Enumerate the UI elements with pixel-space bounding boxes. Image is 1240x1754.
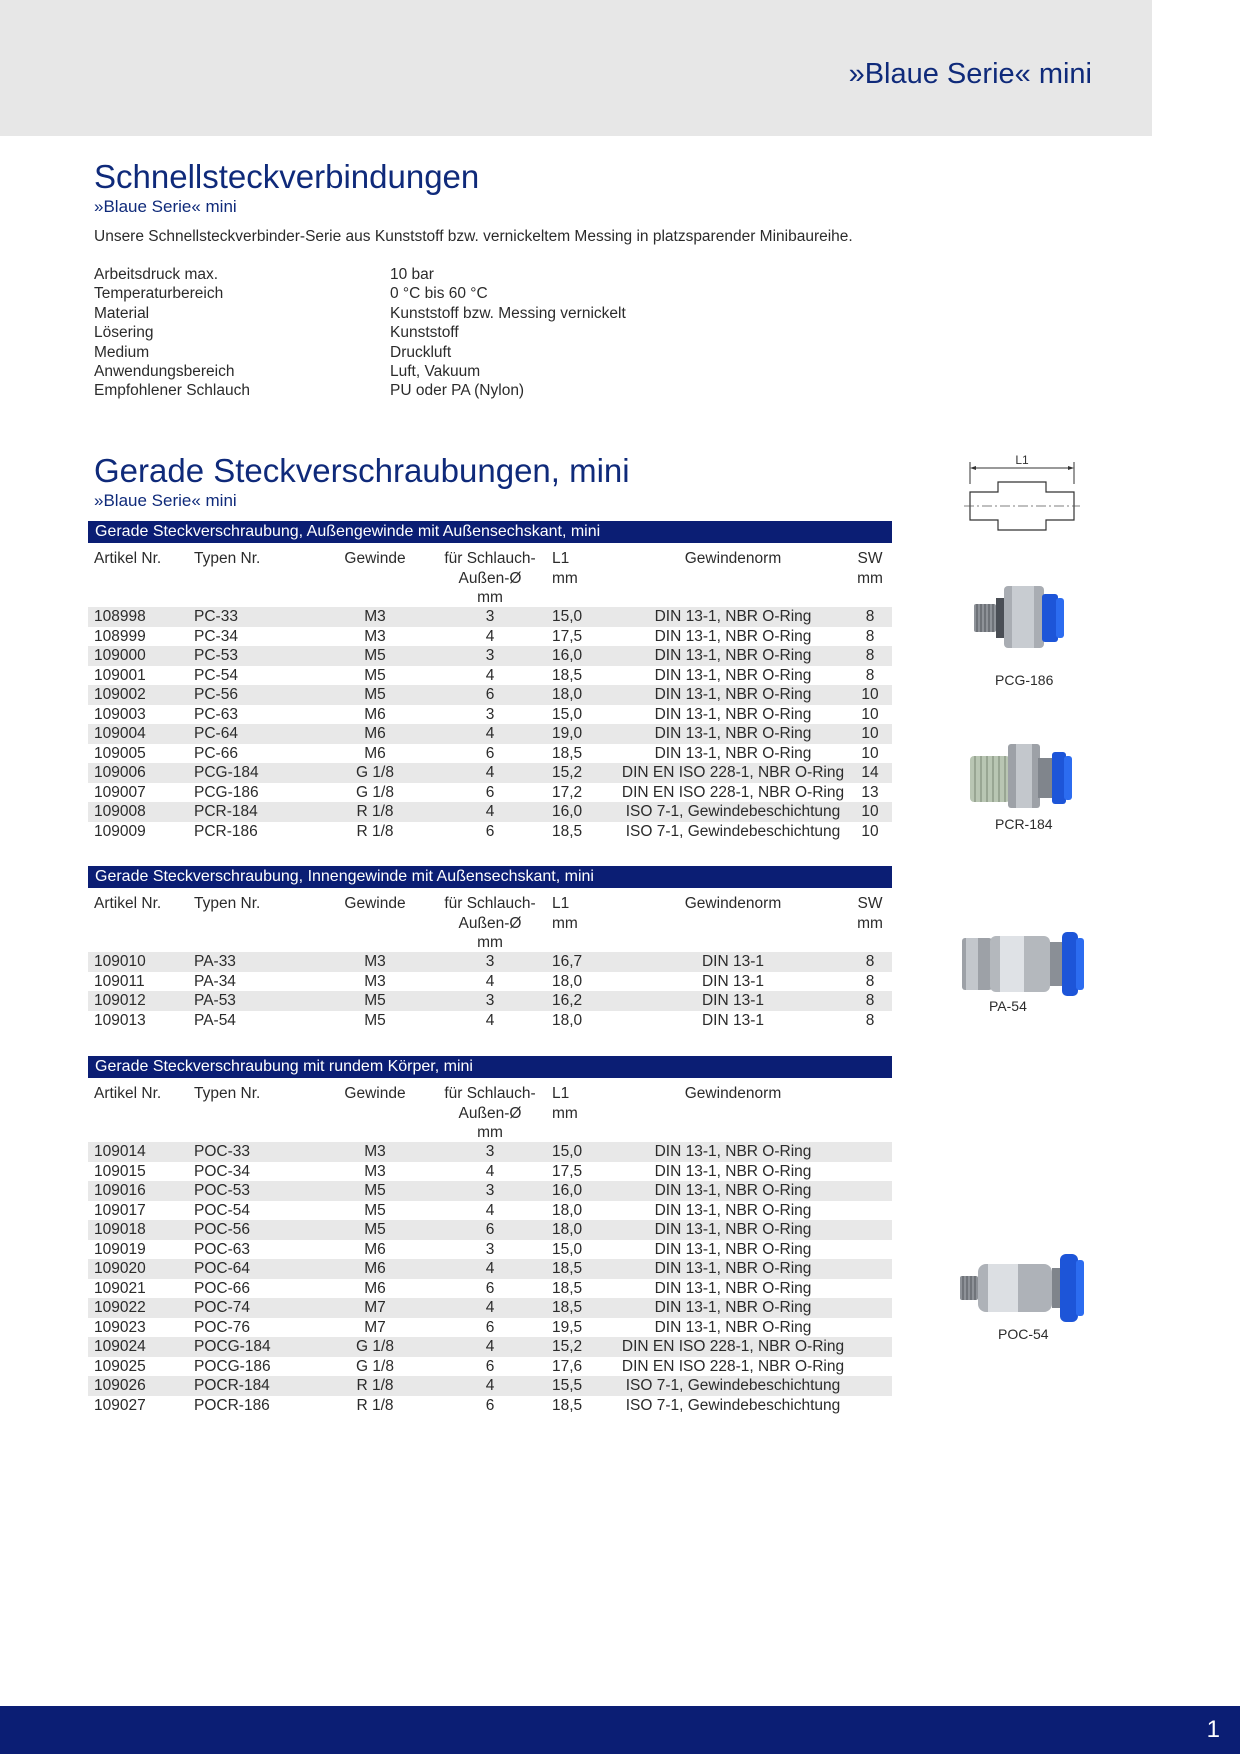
cell-gewinde: M7 — [364, 1318, 386, 1336]
cell-gewinde: M3 — [364, 608, 386, 625]
table-row — [88, 607, 892, 627]
cell-gewinde: G 1/8 — [356, 1357, 394, 1375]
cell-gewindenorm: DIN 13-1, NBR O-Ring — [654, 686, 812, 703]
col-header-artikel: Artikel Nr. — [94, 1085, 162, 1102]
col-header-gewindenorm: Gewindenorm — [684, 1085, 782, 1102]
table-row — [88, 802, 892, 822]
cell-l1: 15,0 — [552, 1240, 583, 1258]
cell-gewindenorm: DIN EN ISO 228-1, NBR O-Ring — [621, 764, 845, 781]
table-row — [88, 744, 892, 764]
cell-gewinde: R 1/8 — [356, 1396, 394, 1414]
table-row — [88, 1357, 892, 1377]
cell-sw: 10 — [861, 725, 879, 742]
cell-artikel-nr: 109011 — [94, 972, 145, 990]
cell-artikel-nr: 109014 — [94, 1143, 146, 1160]
cell-sw: 10 — [861, 822, 879, 840]
cell-gewindenorm: DIN 13-1, NBR O-Ring — [654, 1221, 812, 1238]
page-number: 1 — [1206, 1716, 1220, 1743]
cell-artikel-nr: 109023 — [94, 1318, 146, 1336]
cell-sw: 14 — [861, 764, 879, 781]
spec-value: 0 °C bis 60 °C — [390, 285, 488, 303]
col-header-artikel: Artikel Nr. — [94, 895, 162, 912]
table-row — [88, 1220, 892, 1240]
cell-sw: 8 — [865, 992, 875, 1009]
cell-gewindenorm: DIN 13-1 — [701, 972, 765, 990]
cell-artikel-nr: 109001 — [94, 666, 146, 684]
col-header-schlauch: für Schlauch- Außen-Ø mm — [444, 1085, 536, 1141]
cell-artikel-nr: 109024 — [94, 1338, 146, 1355]
cell-gewinde: M6 — [364, 725, 386, 742]
table-row — [88, 666, 892, 686]
cell-typen-nr: POCR-184 — [194, 1377, 270, 1394]
footer-band — [0, 1706, 1240, 1754]
cell-gewindenorm: DIN EN ISO 228-1, NBR O-Ring — [621, 783, 845, 801]
col-header-sw: SW mm — [857, 895, 883, 932]
cell-artikel-nr: 109025 — [94, 1357, 146, 1375]
cell-l1: 18,0 — [552, 1221, 583, 1238]
cell-typen-nr: PC-34 — [194, 627, 238, 645]
cell-artikel-nr: 109003 — [94, 705, 146, 723]
cell-schlauch-durchmesser: 6 — [485, 822, 495, 840]
cell-sw: 8 — [865, 666, 875, 684]
cell-schlauch-durchmesser: 4 — [485, 1377, 495, 1394]
cell-schlauch-durchmesser: 4 — [485, 1299, 495, 1316]
cell-schlauch-durchmesser: 3 — [485, 1182, 495, 1199]
table-body — [88, 952, 892, 1030]
cell-gewinde: M3 — [364, 627, 386, 645]
cell-schlauch-durchmesser: 4 — [485, 1162, 495, 1180]
cell-gewindenorm: DIN 13-1 — [701, 953, 765, 970]
cell-schlauch-durchmesser: 6 — [485, 783, 495, 801]
col-header-gewinde: Gewinde — [344, 550, 406, 567]
cell-gewindenorm: DIN EN ISO 228-1, NBR O-Ring — [621, 1338, 845, 1355]
cell-typen-nr: PC-66 — [194, 744, 238, 762]
cell-schlauch-durchmesser: 6 — [485, 1221, 495, 1238]
cell-sw: 8 — [865, 953, 875, 970]
cell-gewinde: M3 — [364, 972, 386, 990]
cell-sw: 8 — [865, 647, 875, 664]
cell-schlauch-durchmesser: 4 — [485, 666, 495, 684]
header-band — [0, 0, 1152, 136]
cell-typen-nr: POC-64 — [194, 1260, 250, 1277]
table-row — [88, 705, 892, 725]
table-row — [88, 724, 892, 744]
cell-gewindenorm: DIN 13-1, NBR O-Ring — [654, 744, 812, 762]
cell-l1: 15,0 — [552, 1143, 583, 1160]
col-header-l1: L1 mm — [552, 895, 578, 932]
product-caption: POC-54 — [998, 1326, 1049, 1342]
table-row — [88, 991, 892, 1011]
cell-gewinde: M6 — [364, 1279, 386, 1297]
main-section-title: Gerade Steckverschraubungen, mini — [94, 452, 630, 489]
cell-gewindenorm: DIN 13-1, NBR O-Ring — [654, 1299, 812, 1316]
table-body — [88, 607, 892, 841]
table-row — [88, 1318, 892, 1338]
cell-l1: 16,2 — [552, 992, 583, 1009]
spec-label: Temperaturbereich — [94, 285, 224, 303]
cell-gewinde: M3 — [364, 1162, 386, 1180]
cell-artikel-nr: 109004 — [94, 725, 146, 742]
cell-artikel-nr: 109021 — [94, 1279, 146, 1297]
table-title: Gerade Steckverschraubung mit rundem Körper, mini — [88, 1056, 892, 1078]
cell-sw: 10 — [861, 744, 879, 762]
cell-typen-nr: PCG-186 — [194, 783, 259, 801]
cell-artikel-nr: 109019 — [94, 1240, 146, 1258]
cell-gewinde: R 1/8 — [356, 803, 394, 820]
table-row — [88, 952, 892, 972]
cell-gewinde: M6 — [364, 705, 386, 723]
cell-l1: 16,0 — [552, 803, 583, 820]
cell-schlauch-durchmesser: 3 — [485, 1143, 495, 1160]
cell-gewindenorm: ISO 7-1, Gewindebeschichtung — [625, 822, 841, 840]
table-row — [88, 822, 892, 842]
spec-label: Arbeitsdruck max. — [94, 266, 219, 283]
cell-typen-nr: PC-54 — [194, 666, 238, 684]
cell-typen-nr: POC-33 — [194, 1143, 250, 1160]
fitting-pcr-184-image — [968, 738, 1080, 818]
dimension-label: L1 — [1015, 453, 1029, 467]
col-header-typen: Typen Nr. — [194, 550, 261, 567]
col-header-typen: Typen Nr. — [194, 895, 261, 912]
cell-l1: 18,0 — [552, 972, 583, 990]
product-caption: PCG-186 — [995, 672, 1054, 688]
cell-gewinde: M6 — [364, 1240, 386, 1258]
cell-l1: 15,2 — [552, 764, 583, 781]
cell-typen-nr: POC-54 — [194, 1201, 250, 1219]
cell-artikel-nr: 109013 — [94, 1011, 146, 1029]
spec-value: Druckluft — [390, 343, 452, 361]
cell-typen-nr: POC-76 — [194, 1318, 250, 1336]
cell-artikel-nr: 109000 — [94, 647, 146, 664]
cell-gewinde: R 1/8 — [356, 1377, 394, 1394]
cell-l1: 19,5 — [552, 1318, 583, 1336]
cell-gewindenorm: DIN 13-1, NBR O-Ring — [654, 1162, 812, 1180]
cell-schlauch-durchmesser: 4 — [485, 764, 495, 781]
spec-row — [94, 265, 626, 284]
cell-sw: 10 — [861, 686, 879, 703]
cell-typen-nr: PCG-184 — [194, 764, 259, 781]
table-row — [88, 1259, 892, 1279]
cell-gewinde: M5 — [364, 1221, 386, 1238]
cell-typen-nr: POCG-184 — [194, 1338, 271, 1355]
table-row — [88, 1142, 892, 1162]
cell-gewinde: M5 — [364, 647, 386, 664]
intro-title: Schnellsteckverbindungen — [94, 158, 480, 195]
cell-gewinde: M6 — [364, 744, 386, 762]
table-header — [88, 1078, 892, 1142]
cell-schlauch-durchmesser: 4 — [485, 1201, 495, 1219]
cell-gewinde: M5 — [364, 686, 386, 703]
col-header-gewinde: Gewinde — [344, 895, 406, 912]
cell-sw: 10 — [861, 705, 879, 723]
table-round-body — [88, 1056, 892, 1415]
cell-l1: 18,5 — [552, 1279, 583, 1297]
table-row — [88, 646, 892, 666]
cell-typen-nr: POC-63 — [194, 1240, 250, 1258]
cell-artikel-nr: 109016 — [94, 1182, 146, 1199]
spec-value: Luft, Vakuum — [390, 362, 481, 380]
cell-typen-nr: PCR-186 — [194, 822, 258, 840]
fitting-pcg-186-image — [968, 576, 1078, 656]
cell-gewindenorm: DIN 13-1, NBR O-Ring — [654, 1279, 812, 1297]
cell-l1: 17,5 — [552, 627, 583, 645]
cell-sw: 10 — [861, 803, 879, 820]
col-header-schlauch: für Schlauch- Außen-Ø mm — [444, 895, 536, 951]
spec-label: Lösering — [94, 324, 154, 342]
cell-gewindenorm: ISO 7-1, Gewindebeschichtung — [625, 1377, 841, 1394]
cell-gewindenorm: DIN 13-1, NBR O-Ring — [654, 1260, 812, 1277]
cell-l1: 19,0 — [552, 725, 583, 742]
cell-gewindenorm: DIN 13-1, NBR O-Ring — [654, 1143, 812, 1160]
cell-gewinde: M5 — [364, 1011, 386, 1029]
cell-schlauch-durchmesser: 3 — [485, 992, 495, 1009]
cell-artikel-nr: 109026 — [94, 1377, 146, 1394]
spec-value: Kunststoff bzw. Messing vernickelt — [390, 304, 626, 322]
cell-l1: 16,0 — [552, 647, 583, 664]
spec-value: Kunststoff — [390, 324, 459, 342]
cell-typen-nr: POCR-186 — [194, 1396, 270, 1414]
cell-schlauch-durchmesser: 3 — [485, 705, 495, 723]
cell-typen-nr: PC-56 — [194, 686, 238, 703]
cell-artikel-nr: 108998 — [94, 608, 146, 625]
cell-gewinde: M5 — [364, 992, 386, 1009]
col-header-gewindenorm: Gewindenorm — [684, 895, 782, 912]
cell-typen-nr: PC-33 — [194, 608, 238, 625]
table-row — [88, 685, 892, 705]
col-header-gewindenorm: Gewindenorm — [684, 550, 782, 567]
spec-label: Material — [94, 304, 150, 322]
table-row — [88, 1240, 892, 1260]
spec-row — [94, 343, 626, 362]
cell-gewindenorm: DIN 13-1, NBR O-Ring — [654, 666, 812, 684]
cell-gewinde: R 1/8 — [356, 822, 394, 840]
cell-gewinde: G 1/8 — [356, 1338, 394, 1355]
cell-artikel-nr: 109002 — [94, 686, 146, 703]
cell-schlauch-durchmesser: 4 — [485, 972, 495, 990]
table-row — [88, 972, 892, 992]
cell-schlauch-durchmesser: 4 — [485, 1260, 495, 1277]
cell-artikel-nr: 109005 — [94, 744, 146, 762]
cell-schlauch-durchmesser: 6 — [485, 1318, 495, 1336]
cell-schlauch-durchmesser: 6 — [485, 1279, 495, 1297]
cell-gewindenorm: DIN 13-1, NBR O-Ring — [654, 725, 812, 742]
cell-schlauch-durchmesser: 4 — [485, 725, 495, 742]
cell-typen-nr: POC-34 — [194, 1162, 250, 1180]
cell-l1: 16,0 — [552, 1182, 583, 1199]
cell-schlauch-durchmesser: 6 — [485, 686, 495, 703]
cell-sw: 8 — [865, 608, 875, 625]
cell-artikel-nr: 109010 — [94, 953, 146, 970]
cell-l1: 17,2 — [552, 783, 583, 801]
cell-l1: 15,2 — [552, 1338, 583, 1355]
cell-artikel-nr: 109012 — [94, 992, 146, 1009]
dimension-drawing — [960, 450, 1084, 550]
spec-row — [94, 362, 626, 381]
table-row — [88, 1201, 892, 1221]
col-header-typen: Typen Nr. — [194, 1085, 261, 1102]
cell-typen-nr: POC-53 — [194, 1182, 250, 1199]
cell-schlauch-durchmesser: 6 — [485, 744, 495, 762]
cell-gewindenorm: DIN 13-1, NBR O-Ring — [654, 1240, 812, 1258]
cell-l1: 18,5 — [552, 822, 583, 840]
table-row — [88, 763, 892, 783]
table-row — [88, 1337, 892, 1357]
spec-row — [94, 323, 626, 342]
cell-typen-nr: POC-74 — [194, 1299, 250, 1316]
spec-label: Medium — [94, 343, 150, 361]
cell-gewindenorm: DIN 13-1, NBR O-Ring — [654, 647, 812, 664]
cell-gewinde: M3 — [364, 953, 386, 970]
cell-artikel-nr: 109027 — [94, 1396, 146, 1414]
cell-gewinde: M5 — [364, 1182, 386, 1199]
cell-gewindenorm: DIN EN ISO 228-1, NBR O-Ring — [621, 1357, 845, 1375]
table-row — [88, 1181, 892, 1201]
table-title: Gerade Steckverschraubung, Außengewinde mit Außensechskant, mini — [88, 521, 892, 543]
cell-l1: 15,0 — [552, 608, 583, 625]
table-header — [88, 888, 892, 952]
table-internal-thread — [88, 866, 892, 1030]
cell-l1: 17,6 — [552, 1357, 583, 1375]
cell-artikel-nr: 108999 — [94, 627, 146, 645]
cell-typen-nr: PA-54 — [194, 1011, 236, 1029]
cell-gewindenorm: DIN 13-1, NBR O-Ring — [654, 1318, 812, 1336]
product-caption: PCR-184 — [995, 816, 1053, 832]
cell-typen-nr: PC-63 — [194, 705, 238, 723]
cell-gewindenorm: DIN 13-1, NBR O-Ring — [654, 705, 812, 723]
cell-typen-nr: PA-53 — [194, 992, 236, 1009]
cell-gewinde: M3 — [364, 1143, 386, 1160]
cell-typen-nr: POC-66 — [194, 1279, 250, 1297]
cell-typen-nr: POCG-186 — [194, 1357, 271, 1375]
cell-schlauch-durchmesser: 4 — [485, 627, 495, 645]
cell-gewindenorm: DIN 13-1, NBR O-Ring — [654, 627, 812, 645]
cell-l1: 16,7 — [552, 953, 583, 970]
cell-gewindenorm: DIN 13-1, NBR O-Ring — [654, 608, 812, 625]
cell-artikel-nr: 109007 — [94, 783, 146, 801]
col-header-artikel: Artikel Nr. — [94, 550, 162, 567]
cell-schlauch-durchmesser: 4 — [485, 803, 495, 820]
table-row — [88, 1298, 892, 1318]
table-external-thread — [88, 521, 892, 841]
cell-gewinde: G 1/8 — [356, 764, 394, 781]
cell-artikel-nr: 109008 — [94, 803, 146, 820]
cell-gewinde: M6 — [364, 1260, 386, 1277]
cell-schlauch-durchmesser: 3 — [485, 608, 495, 625]
cell-schlauch-durchmesser: 6 — [485, 1357, 495, 1375]
cell-sw: 8 — [865, 972, 875, 990]
cell-typen-nr: PCR-184 — [194, 803, 258, 820]
col-header-schlauch: für Schlauch- Außen-Ø mm — [444, 550, 536, 606]
table-header — [88, 543, 892, 607]
table-row — [88, 1376, 892, 1396]
cell-l1: 18,0 — [552, 1201, 583, 1219]
cell-gewinde: M5 — [364, 666, 386, 684]
cell-sw: 13 — [861, 783, 879, 801]
cell-typen-nr: POC-56 — [194, 1221, 250, 1238]
cell-schlauch-durchmesser: 4 — [485, 1338, 495, 1355]
spec-value: PU oder PA (Nylon) — [390, 382, 525, 400]
spec-row — [94, 381, 626, 400]
table-row — [88, 627, 892, 647]
cell-schlauch-durchmesser: 6 — [485, 1396, 495, 1414]
spec-label: Anwendungsbereich — [94, 362, 235, 380]
cell-l1: 15,0 — [552, 705, 583, 723]
cell-l1: 18,5 — [552, 1260, 583, 1277]
spec-list — [94, 265, 626, 401]
col-header-l1: L1 mm — [552, 1085, 578, 1122]
cell-l1: 18,0 — [552, 686, 583, 703]
cell-l1: 18,5 — [552, 666, 583, 684]
col-header-l1: L1 mm — [552, 550, 578, 587]
cell-artikel-nr: 109022 — [94, 1299, 146, 1316]
product-caption: PA-54 — [989, 998, 1027, 1014]
cell-typen-nr: PA-33 — [194, 953, 236, 970]
col-header-gewinde: Gewinde — [344, 1085, 406, 1102]
fitting-pa-54-image — [960, 928, 1090, 1000]
cell-schlauch-durchmesser: 3 — [485, 647, 495, 664]
cell-gewindenorm: DIN 13-1 — [701, 992, 765, 1009]
cell-artikel-nr: 109020 — [94, 1260, 146, 1277]
cell-gewinde: M7 — [364, 1299, 386, 1316]
intro-description: Unsere Schnellsteckverbinder-Serie aus Kunststoff bzw. vernickeltem Messing in platzsparender Minibaureihe. — [94, 228, 853, 245]
cell-typen-nr: PC-53 — [194, 647, 238, 664]
fitting-poc-54-image — [958, 1250, 1090, 1326]
table-row — [88, 1279, 892, 1299]
cell-sw: 8 — [865, 1011, 875, 1029]
cell-l1: 18,0 — [552, 1011, 583, 1029]
cell-typen-nr: PA-34 — [194, 972, 236, 990]
col-header-sw: SW mm — [857, 550, 883, 587]
cell-schlauch-durchmesser: 3 — [485, 1240, 495, 1258]
table-row — [88, 1011, 892, 1031]
main-section-subtitle: »Blaue Serie« mini — [94, 491, 237, 510]
cell-artikel-nr: 109006 — [94, 764, 146, 781]
cell-gewindenorm: DIN 13-1, NBR O-Ring — [654, 1201, 812, 1219]
cell-typen-nr: PC-64 — [194, 725, 238, 742]
cell-gewinde: M5 — [364, 1201, 386, 1219]
cell-gewindenorm: DIN 13-1, NBR O-Ring — [654, 1182, 812, 1199]
cell-l1: 18,5 — [552, 1299, 583, 1316]
table-row — [88, 783, 892, 803]
table-title: Gerade Steckverschraubung, Innengewinde mit Außensechskant, mini — [88, 866, 892, 888]
cell-schlauch-durchmesser: 4 — [485, 1011, 495, 1029]
intro-subtitle: »Blaue Serie« mini — [94, 197, 237, 216]
cell-artikel-nr: 109009 — [94, 822, 146, 840]
cell-gewinde: G 1/8 — [356, 783, 394, 801]
cell-sw: 8 — [865, 627, 875, 645]
cell-l1: 15,5 — [552, 1377, 583, 1394]
spec-row — [94, 304, 626, 323]
cell-l1: 18,5 — [552, 744, 583, 762]
table-row — [88, 1396, 892, 1416]
cell-schlauch-durchmesser: 3 — [485, 953, 495, 970]
cell-artikel-nr: 109018 — [94, 1221, 146, 1238]
header-series-title: »Blaue Serie« mini — [848, 58, 1092, 90]
cell-gewindenorm: DIN 13-1 — [701, 1011, 765, 1029]
spec-value: 10 bar — [390, 266, 434, 283]
cell-gewindenorm: ISO 7-1, Gewindebeschichtung — [625, 803, 841, 820]
cell-artikel-nr: 109015 — [94, 1162, 146, 1180]
spec-label: Empfohlener Schlauch — [94, 382, 250, 400]
table-body — [88, 1142, 892, 1415]
cell-artikel-nr: 109017 — [94, 1201, 146, 1219]
table-row — [88, 1162, 892, 1182]
cell-l1: 18,5 — [552, 1396, 583, 1414]
cell-gewindenorm: ISO 7-1, Gewindebeschichtung — [625, 1396, 841, 1414]
spec-row — [94, 284, 626, 303]
cell-l1: 17,5 — [552, 1162, 583, 1180]
